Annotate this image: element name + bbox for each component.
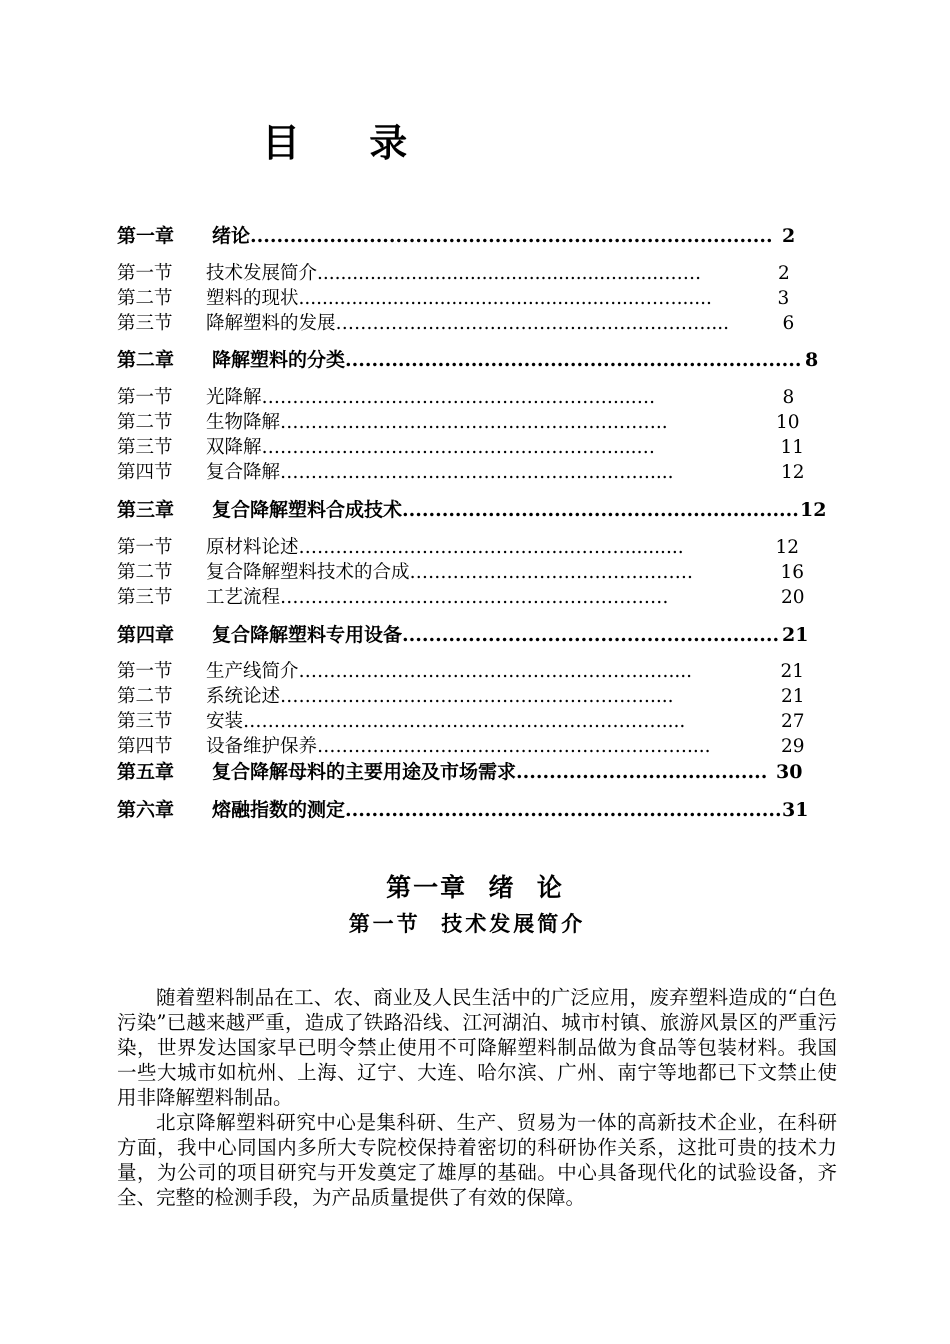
toc-leader-dots: ……………………………………………….…….. bbox=[280, 412, 668, 433]
toc-entry-number: 第一节 bbox=[117, 387, 173, 408]
toc-page-number: 21 bbox=[780, 661, 805, 682]
toc-entry-number: 第四节 bbox=[117, 462, 173, 483]
toc-entry-number: 第三节 bbox=[117, 587, 173, 608]
toc-entry-number: 第五章 bbox=[117, 761, 175, 783]
toc-leader-dots: …………………..……………………………………….... bbox=[243, 711, 686, 732]
toc-leader-dots: ............................................................................... bbox=[250, 225, 773, 247]
toc-leader-dots: .................................................................. bbox=[345, 799, 782, 821]
toc-section-entry[interactable] bbox=[117, 536, 802, 560]
toc-chapter-entry[interactable] bbox=[117, 496, 828, 524]
toc-entry-number: 第二节 bbox=[117, 288, 173, 309]
toc-entry-number: 第一节 bbox=[117, 537, 173, 558]
toc-leader-dots: ………………………………………. bbox=[409, 562, 693, 583]
toc-section-entry[interactable] bbox=[117, 561, 807, 585]
toc-leader-dots: ......................................................... bbox=[402, 624, 780, 646]
toc-leader-dots: ……………………………………..……….......... bbox=[298, 537, 684, 558]
toc-page-number: 8 bbox=[782, 387, 795, 408]
toc-chapter-entry[interactable] bbox=[117, 621, 810, 649]
toc-page-number: 27 bbox=[781, 711, 805, 732]
chapter-heading: 第一章 绪 论 bbox=[386, 873, 564, 902]
toc-section-entry[interactable] bbox=[117, 710, 807, 734]
toc-entry-title: 设备维护保养 bbox=[206, 736, 318, 757]
toc-section-entry[interactable] bbox=[117, 660, 807, 684]
toc-entry-title: 光降解 bbox=[206, 387, 262, 408]
toc-section-entry[interactable] bbox=[117, 386, 797, 410]
toc-page-number: 21 bbox=[782, 624, 809, 646]
toc-entry-number: 第四节 bbox=[117, 736, 173, 757]
toc-entry-number: 第二节 bbox=[117, 562, 173, 583]
toc-page-number: 16 bbox=[780, 562, 805, 583]
paragraph: 北京降解塑料研究中心是集科研、生产、贸易为一体的高新技术企业，在科研方面，我中心同国内多所大专院校保持着密切的科研协作关系，这批可贵的技术力量，为公司的项目研究与开发奠定了雄厚的基础。中心具备现代化的试验设备，齐全、完整的检测手段，为产品质量提供了有效的保障。 bbox=[117, 1111, 837, 1209]
toc-page-number: 21 bbox=[781, 686, 805, 707]
toc-entry-number: 第三节 bbox=[117, 711, 173, 732]
toc-leader-dots: ............................................................ bbox=[402, 499, 799, 521]
toc-leader-dots: …………………………………………………....… bbox=[261, 437, 656, 458]
toc-page-number: 11 bbox=[780, 437, 805, 458]
toc-leader-dots: ...................................... bbox=[516, 761, 768, 783]
toc-entry-title: 系统论述 bbox=[206, 686, 281, 707]
toc-leader-dots: …………………………………………………….... bbox=[335, 313, 730, 334]
toc-page-number: 2 bbox=[778, 263, 790, 284]
toc-entry-number: 第一节 bbox=[117, 263, 173, 284]
toc-chapter-entry[interactable] bbox=[117, 222, 797, 250]
toc-page-number: 20 bbox=[781, 587, 805, 608]
toc-entry-number: 第二节 bbox=[117, 412, 173, 433]
toc-entry-title: 复合降解塑料专用设备 bbox=[212, 624, 403, 646]
toc-entry-title: 双降解 bbox=[206, 437, 262, 458]
toc-section-entry[interactable] bbox=[117, 411, 802, 435]
toc-entry-number: 第二章 bbox=[117, 349, 175, 371]
toc-leader-dots: …………………………………………………...…. bbox=[261, 387, 656, 408]
toc-chapter-entry[interactable] bbox=[117, 796, 810, 824]
toc-entry-title: 生产线简介 bbox=[206, 661, 299, 682]
toc-section-entry[interactable] bbox=[117, 287, 792, 311]
toc-section-entry[interactable] bbox=[117, 461, 807, 485]
toc-page-number: 29 bbox=[781, 736, 805, 757]
toc-entry-title: 熔融指数的测定 bbox=[212, 799, 346, 821]
toc-entry-title: 安装 bbox=[206, 711, 244, 732]
page-title: 目 录 bbox=[262, 121, 436, 165]
toc-leader-dots: …………………………………………………….... bbox=[280, 686, 674, 707]
toc-entry-title: 技术发展简介 bbox=[206, 263, 318, 284]
toc-page-number: 10 bbox=[776, 412, 800, 433]
toc-page-number: 8 bbox=[805, 349, 819, 371]
toc-section-entry[interactable] bbox=[117, 586, 807, 610]
toc-leader-dots: …………………………………………………….... bbox=[317, 736, 711, 757]
toc-entry-title: 复合降解塑料合成技术 bbox=[212, 499, 403, 521]
toc-entry-number: 第四章 bbox=[117, 624, 175, 646]
toc-entry-number: 第三节 bbox=[117, 313, 173, 334]
toc-section-entry[interactable] bbox=[117, 735, 807, 759]
toc-page-number: 12 bbox=[800, 499, 827, 521]
toc-entry-title: 复合降解 bbox=[206, 462, 281, 483]
toc-page-number: 12 bbox=[775, 537, 800, 558]
toc-chapter-entry[interactable] bbox=[117, 758, 804, 786]
toc-section-entry[interactable] bbox=[117, 312, 797, 336]
toc-entry-number: 第一节 bbox=[117, 661, 173, 682]
toc-leader-dots: ..................................................................... bbox=[345, 349, 802, 371]
toc-leader-dots: ..........................................................……...... bbox=[298, 288, 712, 309]
toc-page-number: 6 bbox=[782, 313, 795, 334]
toc-entry-number: 第三章 bbox=[117, 499, 175, 521]
section-heading: 第一节 技术发展简介 bbox=[348, 911, 586, 936]
toc-entry-title: 原材料论述 bbox=[206, 537, 299, 558]
toc-entry-number: 第二节 bbox=[117, 686, 173, 707]
toc-entry-title: 绪论 bbox=[212, 225, 251, 247]
toc-section-entry[interactable] bbox=[117, 436, 807, 460]
body-text bbox=[117, 985, 837, 1210]
toc-page-number: 3 bbox=[777, 288, 790, 309]
toc-page-number: 30 bbox=[776, 761, 803, 783]
toc-page-number: 31 bbox=[782, 799, 809, 821]
toc-entry-number: 第六章 bbox=[117, 799, 175, 821]
toc-leader-dots: …………………………………………………….... bbox=[280, 462, 674, 483]
toc-leader-dots: …………………………………………………….... bbox=[298, 661, 693, 682]
paragraph: 随着塑料制品在工、农、商业及人民生活中的广泛应用，废弃塑料造成的“白色污染”已越来越严重，造成了铁路沿线、江河湖泊、城市村镇、旅游风景区的严重污染，世界发达国家早已明令禁止使用不可降解塑料制品做为食品等包装材料。我国一些大城市如杭州、上海、辽宁、大连、哈尔滨、广州、南宁等地都已下文禁止使用非降解塑料制品。 bbox=[117, 986, 837, 1109]
toc-page-number: 12 bbox=[781, 462, 805, 483]
toc-entry-title: 工艺流程 bbox=[206, 587, 281, 608]
toc-entry-number: 第一章 bbox=[117, 225, 175, 247]
toc-section-entry[interactable] bbox=[117, 262, 792, 286]
toc-entry-title: 复合降解塑料技术的合成 bbox=[206, 562, 410, 583]
toc-entry-title: 降解塑料的分类 bbox=[212, 349, 346, 371]
toc-leader-dots: ……………………………………………………… bbox=[280, 587, 669, 608]
toc-leader-dots: ..........................................................……. bbox=[317, 263, 701, 284]
toc-entry-title: 复合降解母料的主要用途及市场需求 bbox=[212, 761, 517, 783]
toc-entry-title: 降解塑料的发展 bbox=[206, 313, 336, 334]
toc-section-entry[interactable] bbox=[117, 685, 807, 709]
toc-entry-title: 塑料的现状 bbox=[206, 288, 299, 309]
toc-entry-title: 生物降解 bbox=[206, 412, 281, 433]
toc-entry-number: 第三节 bbox=[117, 437, 173, 458]
toc-chapter-entry[interactable] bbox=[117, 346, 820, 374]
toc-page-number: 2 bbox=[782, 225, 796, 247]
